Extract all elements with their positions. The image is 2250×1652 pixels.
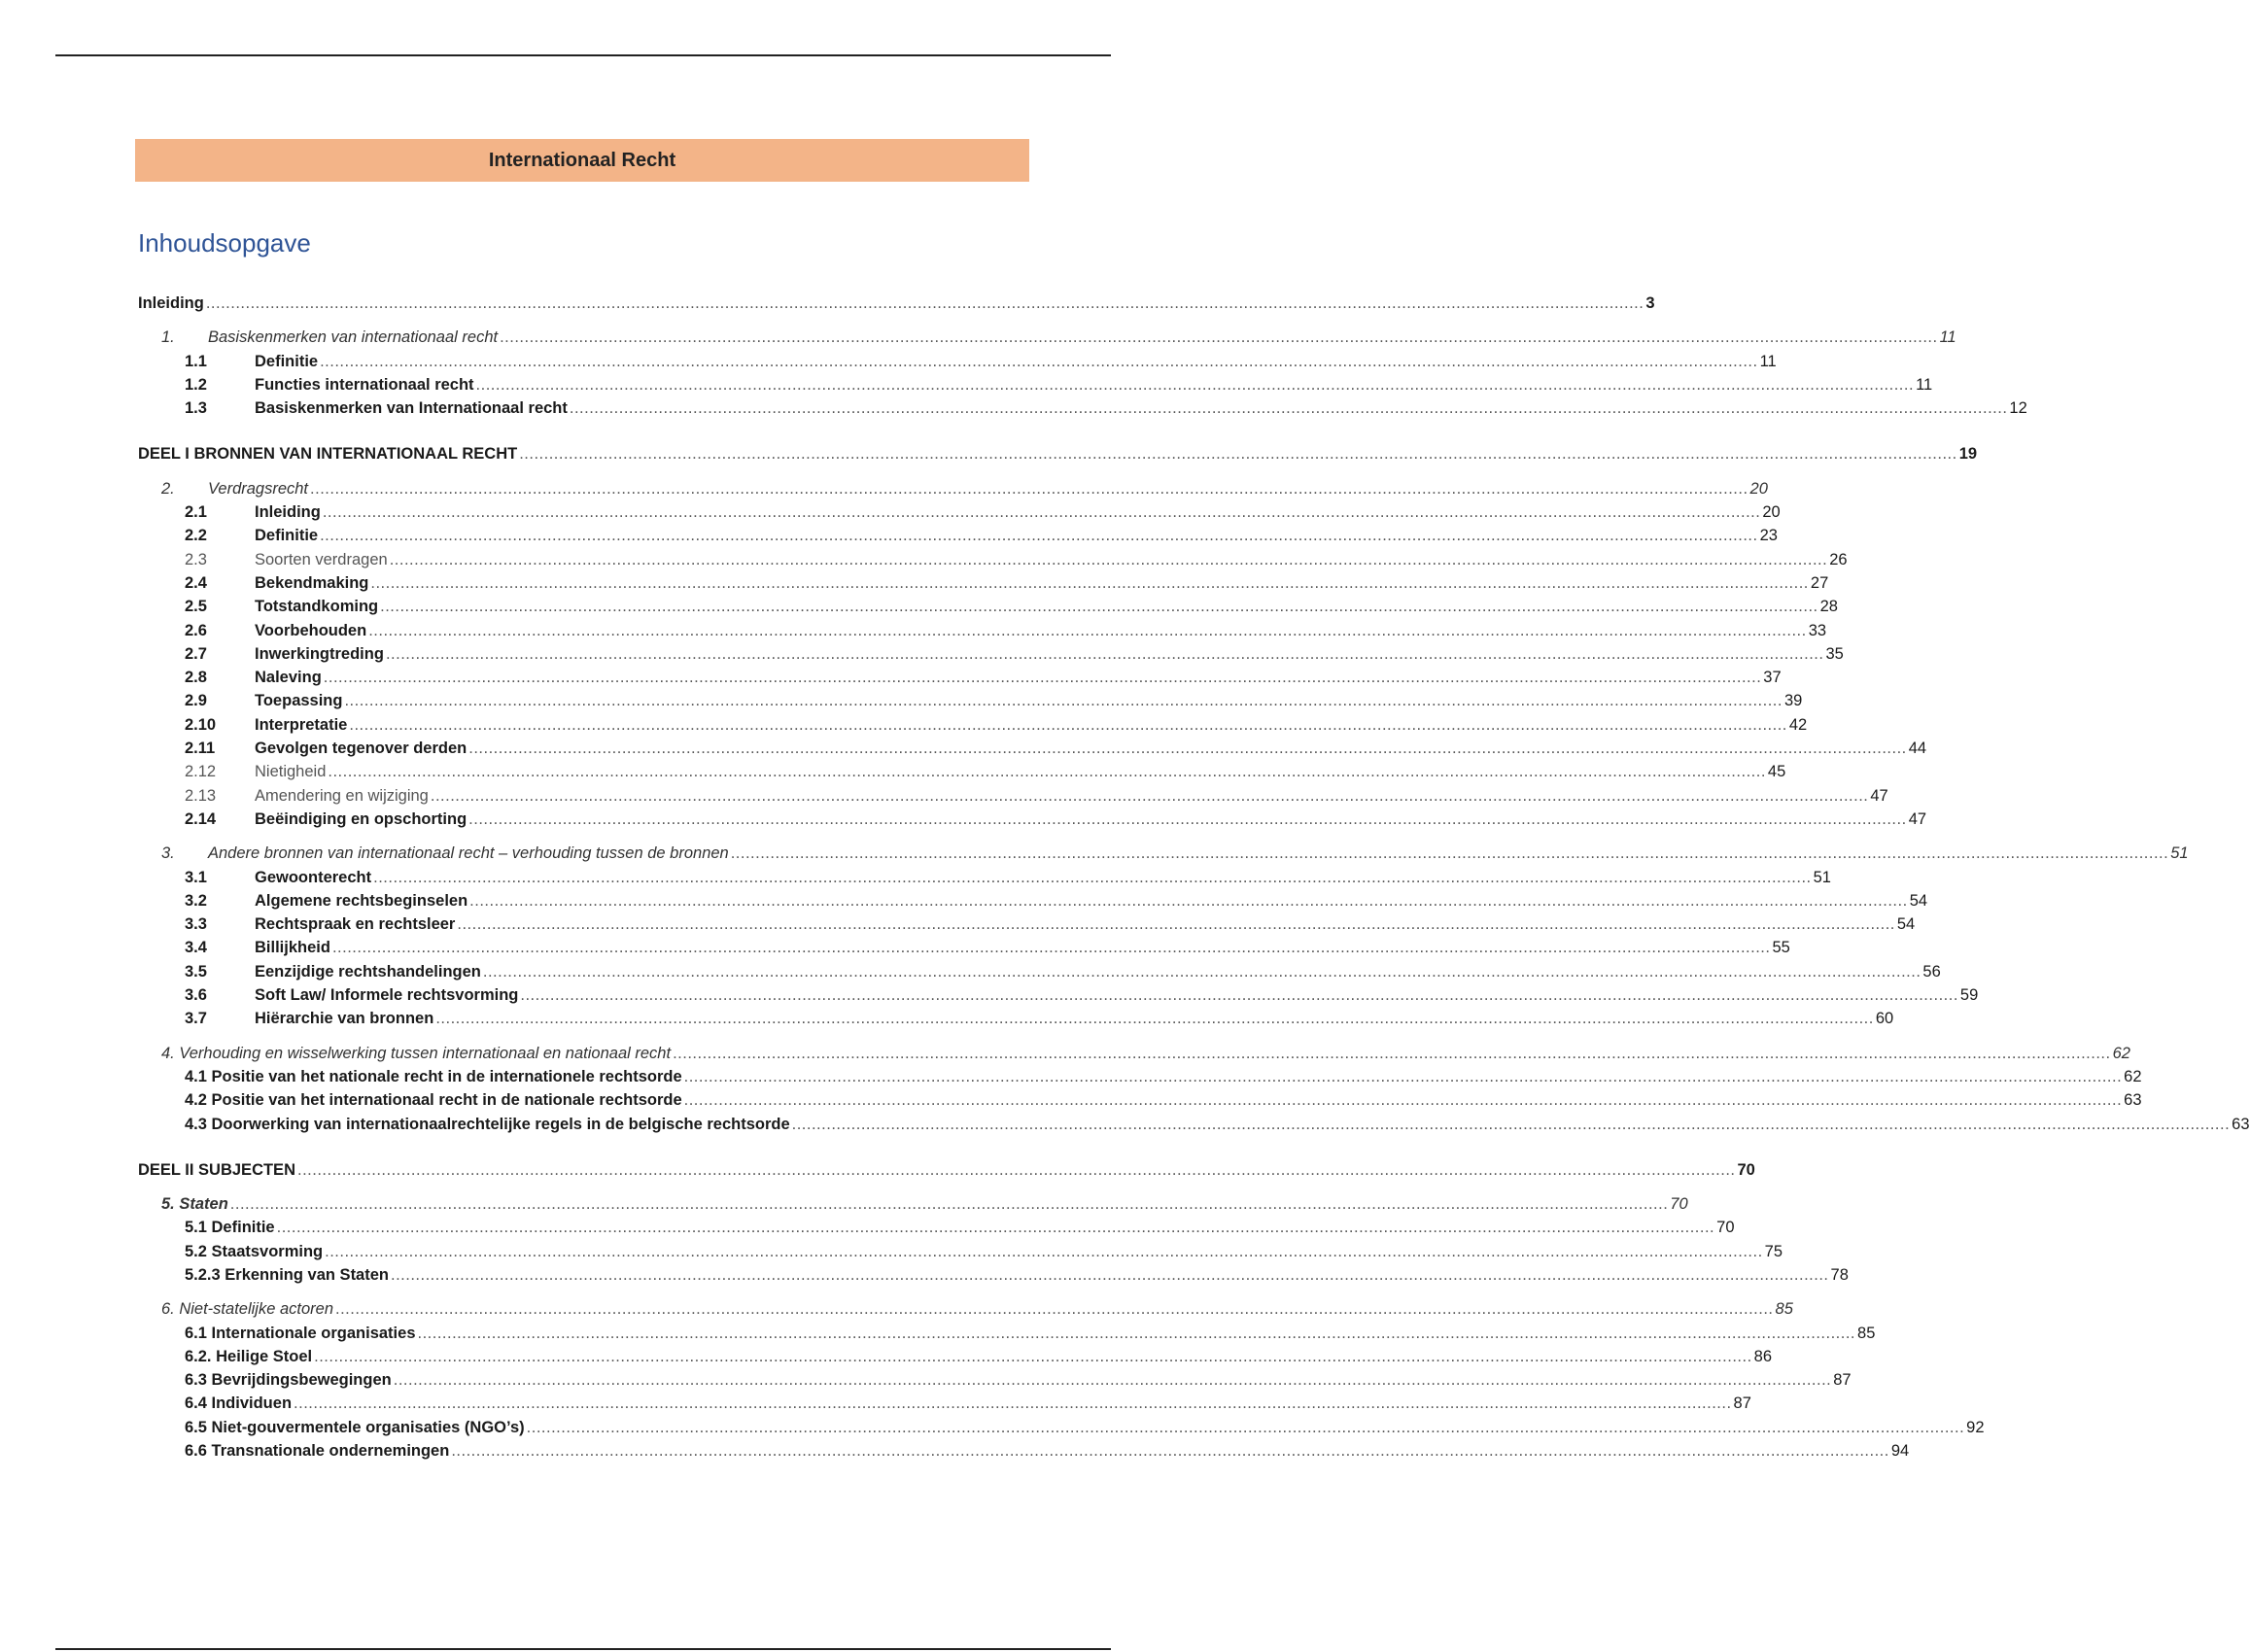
toc-entry[interactable] — [138, 396, 2027, 420]
toc-entry-label: 6.4 Individuen — [185, 1394, 293, 1413]
toc-entry[interactable] — [138, 808, 1927, 831]
toc-entry-number: 3.4 — [185, 939, 207, 957]
toc-entry-label: 6.6 Transnationale ondernemingen — [185, 1442, 450, 1461]
toc-entry-page: 54 — [1909, 891, 1928, 910]
toc-dot-leader — [277, 1216, 1715, 1239]
toc-entry-number: 1.3 — [185, 399, 207, 418]
toc-dot-leader — [390, 548, 1828, 571]
toc-entry-page: 87 — [1833, 1371, 1852, 1390]
toc-entry[interactable] — [138, 524, 1778, 547]
toc-entry-label: Basiskenmerken van internationaal recht — [208, 328, 499, 347]
toc-entry-number: 2.7 — [185, 644, 207, 663]
toc-dot-leader — [418, 1322, 1856, 1345]
toc-entry-label: Gewoonterecht — [255, 868, 372, 886]
toc-dot-leader — [335, 1297, 1774, 1321]
toc-entry-label: DEEL II SUBJECTEN — [138, 1160, 295, 1179]
toc-entry-label: Interpretatie — [255, 715, 348, 734]
toc-entry-label: 4.1 Positie van het nationale recht in de internationele rechtsorde — [185, 1067, 682, 1085]
toc-entry-page: 20 — [1749, 479, 1768, 498]
toc-entry[interactable] — [138, 1158, 1755, 1182]
toc-entry-page: 62 — [2124, 1067, 2142, 1085]
toc-entry-number: 2.10 — [185, 715, 217, 734]
toc-entry[interactable] — [138, 1216, 1735, 1239]
toc-dot-leader — [684, 1065, 2123, 1088]
toc-entry-page: 55 — [1772, 939, 1790, 957]
toc-entry-page: 35 — [1825, 644, 1844, 663]
toc-dot-leader — [394, 1368, 1832, 1392]
toc-entry-label: 4. Verhouding en wisselwerking tussen internationaal en nationaal recht — [161, 1044, 672, 1062]
toc-entry-label: 6. Niet-statelijke actoren — [161, 1300, 333, 1319]
toc-dot-leader — [230, 1192, 1669, 1216]
toc-entry[interactable] — [138, 1392, 1751, 1415]
toc-dot-leader — [519, 442, 1957, 465]
toc-entry-page: 11 — [1759, 352, 1777, 370]
toc-entry-page: 37 — [1763, 669, 1782, 687]
toc-entry-label: Functies internationaal recht — [255, 375, 474, 394]
toc-entry-label: Bekendmaking — [255, 573, 369, 592]
toc-entry-number: 2.2 — [185, 527, 207, 545]
toc-entry-label: 5. Staten — [161, 1195, 228, 1214]
toc-dot-leader — [431, 784, 1869, 808]
toc-entry-page: 75 — [1764, 1242, 1783, 1260]
toc-entry-label: 5.2.3 Erkenning van Staten — [185, 1265, 389, 1284]
toc-dot-leader — [373, 866, 1812, 889]
toc-dot-leader — [386, 642, 1824, 666]
toc-entry[interactable] — [138, 1368, 1852, 1392]
toc-entry-page: 92 — [1966, 1418, 1985, 1436]
toc-entry-page: 3 — [1645, 294, 1655, 312]
toc-dot-leader — [320, 350, 1758, 373]
toc-dot-leader — [328, 760, 1766, 783]
toc-entry-number: 2.5 — [185, 598, 207, 616]
toc-entry[interactable] — [138, 1240, 1783, 1263]
toc-dot-leader — [457, 912, 1895, 936]
toc-dot-leader — [325, 1240, 1763, 1263]
toc-entry-label: 6.5 Niet-gouvermentele organisaties (NGO’s) — [185, 1418, 525, 1436]
toc-entry[interactable] — [138, 689, 1803, 712]
toc-entry-label: Inwerkingtreding — [255, 644, 384, 663]
toc-entry-page: 23 — [1759, 527, 1778, 545]
toc-entry-label: Soft Law/ Informele rechtsvorming — [255, 986, 519, 1005]
toc-entry-number: 2.8 — [185, 669, 207, 687]
toc-entry[interactable] — [138, 666, 1782, 689]
toc-entry-label: Billijkheid — [255, 939, 330, 957]
toc-entry-label: 6.1 Internationale organisaties — [185, 1324, 416, 1342]
toc-dot-leader — [570, 396, 2008, 420]
toc-entry-label: Andere bronnen van internationaal recht – verhouding tussen de bronnen — [208, 844, 729, 863]
footer-rule — [55, 1648, 1111, 1650]
toc-dot-leader — [368, 619, 1807, 642]
toc-entry[interactable] — [138, 760, 1786, 783]
toc-dot-leader — [332, 936, 1771, 959]
toc-entry-page: 44 — [1908, 740, 1927, 758]
toc-dot-leader — [527, 1416, 1965, 1439]
toc-dot-leader — [349, 713, 1787, 737]
toc-entry[interactable] — [138, 784, 1888, 808]
toc-entry-number: 2.1 — [185, 503, 207, 522]
toc-entry-label: Nietigheid — [255, 763, 327, 781]
toc-entry[interactable] — [138, 548, 1848, 571]
toc-dot-leader — [380, 595, 1818, 618]
toc-entry[interactable] — [138, 292, 1655, 315]
toc-entry-label: 5.2 Staatsvorming — [185, 1242, 324, 1260]
toc-entry[interactable] — [138, 1042, 2130, 1065]
toc-dot-leader — [297, 1158, 1736, 1182]
toc-entry-number: 2.4 — [185, 573, 207, 592]
toc-entry[interactable] — [138, 983, 1979, 1007]
toc-entry-page: 45 — [1767, 763, 1786, 781]
toc-dot-leader — [468, 808, 1907, 831]
toc-entry-label: 4.2 Positie van het internationaal recht in de nationale rechtsorde — [185, 1091, 682, 1110]
toc-entry-label: Amendering en wijziging — [255, 786, 429, 805]
toc-entry[interactable] — [138, 912, 1916, 936]
toc-entry-label: DEEL I BRONNEN VAN INTERNATIONAAL RECHT — [138, 445, 518, 464]
toc-entry[interactable] — [138, 477, 1768, 500]
toc-entry-number: 1. — [161, 328, 175, 347]
toc-entry-label: Beëindiging en opschorting — [255, 809, 467, 828]
toc-entry-number: 2.6 — [185, 621, 207, 639]
toc-entry-page: 42 — [1788, 715, 1808, 734]
toc-entry[interactable] — [138, 889, 1928, 912]
toc-dot-leader — [294, 1392, 1732, 1415]
toc-entry-page: 51 — [1813, 868, 1831, 886]
toc-entry-label: 5.1 Definitie — [185, 1219, 275, 1237]
toc-entry-page: 54 — [1896, 915, 1916, 934]
toc-entry-page: 12 — [2009, 399, 2027, 418]
toc-entry-label: 6.2. Heilige Stoel — [185, 1347, 313, 1365]
toc-dot-leader — [792, 1113, 2231, 1136]
toc-entry-label: Toepassing — [255, 692, 343, 710]
toc-dot-leader — [684, 1088, 2123, 1112]
toc-entry[interactable] — [138, 326, 1956, 349]
toc-entry-label: Definitie — [255, 352, 319, 370]
toc-dot-leader — [483, 960, 1921, 983]
toc-entry-number: 1.2 — [185, 375, 207, 394]
toc-dot-leader — [314, 1345, 1752, 1368]
toc-entry-page: 70 — [1670, 1195, 1688, 1214]
toc-entry-page: 59 — [1959, 986, 1979, 1005]
toc-entry-label: Soorten verdragen — [255, 550, 388, 568]
toc-entry-page: 60 — [1875, 1010, 1894, 1028]
toc-entry-number: 1.1 — [185, 352, 207, 370]
header-rule — [55, 54, 1111, 56]
toc-entry-number: 3.3 — [185, 915, 207, 934]
toc-entry[interactable] — [138, 619, 1827, 642]
toc-entry-label: 4.3 Doorwerking van internationaalrechtelijke regels in de belgische rechtsorde — [185, 1115, 790, 1133]
toc-entry-number: 3.6 — [185, 986, 207, 1005]
toc-entry-label: Verdragsrecht — [208, 479, 309, 498]
toc-entry-number: 2.9 — [185, 692, 207, 710]
toc-entry-page: 87 — [1733, 1394, 1751, 1413]
toc-entry-page: 63 — [2232, 1115, 2250, 1133]
toc-entry[interactable] — [138, 842, 2189, 865]
toc-entry[interactable] — [138, 642, 1844, 666]
toc-entry-number: 2.3 — [185, 550, 207, 568]
toc-entry-page: 70 — [1716, 1219, 1735, 1237]
toc-entry[interactable] — [138, 350, 1777, 373]
toc-entry-number: 2.12 — [185, 763, 217, 781]
toc-entry[interactable] — [138, 1322, 1876, 1345]
toc-entry-label: Gevolgen tegenover derden — [255, 740, 467, 758]
toc-dot-leader — [520, 983, 1958, 1007]
toc-dot-leader — [206, 292, 1644, 315]
toc-entry-number: 3.5 — [185, 962, 207, 981]
toc-entry-number: 3.1 — [185, 868, 207, 886]
document-title: Internationaal Recht — [488, 149, 676, 171]
toc-entry[interactable] — [138, 1297, 1793, 1321]
toc-dot-leader — [344, 689, 1783, 712]
toc-dot-leader — [320, 524, 1758, 547]
toc-dot-leader — [391, 1263, 1829, 1287]
toc-entry[interactable] — [138, 737, 1927, 760]
toc-dot-leader — [500, 326, 1938, 349]
toc-dot-leader — [323, 500, 1761, 524]
toc-entry[interactable] — [138, 936, 1790, 959]
toc-entry-label: Totstandkoming — [255, 598, 379, 616]
toc-entry-page: 56 — [1922, 962, 1941, 981]
toc-entry-page: 47 — [1870, 786, 1888, 805]
toc-entry-label: Basiskenmerken van Internationaal recht — [255, 399, 568, 418]
toc-dot-leader — [673, 1042, 2111, 1065]
toc-entry[interactable] — [138, 960, 1941, 983]
toc-dot-leader — [468, 737, 1907, 760]
toc-entry-number: 3.7 — [185, 1010, 207, 1028]
toc-entry[interactable] — [138, 1192, 1688, 1216]
toc-entry-label: Voorbehouden — [255, 621, 367, 639]
toc-entry-page: 63 — [2124, 1091, 2142, 1110]
toc-entry-page: 85 — [1857, 1324, 1876, 1342]
toc-entry[interactable] — [138, 1416, 1985, 1439]
toc-entry-page: 94 — [1890, 1442, 1910, 1461]
toc-entry-label: Eenzijdige rechtshandelingen — [255, 962, 481, 981]
toc-dot-leader — [731, 842, 2169, 865]
toc-entry-page: 47 — [1908, 809, 1927, 828]
toc-dot-leader — [469, 889, 1908, 912]
toc-entry-page: 26 — [1829, 550, 1848, 568]
toc-entry-page: 33 — [1808, 621, 1827, 639]
toc-entry-number: 2.13 — [185, 786, 217, 805]
toc-entry[interactable] — [138, 442, 1978, 465]
toc-dot-leader — [451, 1439, 1889, 1463]
toc-entry[interactable] — [138, 713, 1808, 737]
toc-entry-label: Naleving — [255, 669, 322, 687]
toc-dot-leader — [370, 571, 1809, 595]
toc-entry[interactable] — [138, 1345, 1773, 1368]
toc-entry-label: Inleiding — [255, 503, 321, 522]
toc-entry[interactable] — [138, 1113, 2250, 1136]
toc-entry-number: 3.2 — [185, 891, 207, 910]
toc-entry[interactable] — [138, 1088, 2142, 1112]
toc-dot-leader — [476, 373, 1915, 396]
toc-entry-page: 20 — [1762, 503, 1781, 522]
toc-entry-page: 62 — [2112, 1044, 2130, 1062]
toc-entry-page: 27 — [1810, 573, 1829, 592]
toc-entry[interactable] — [138, 595, 1838, 618]
toc-entry-page: 78 — [1830, 1265, 1849, 1284]
toc-entry-page: 11 — [1939, 328, 1956, 347]
toc-entry-page: 70 — [1737, 1160, 1755, 1179]
toc-entry-page: 39 — [1783, 692, 1803, 710]
toc-entry-page: 19 — [1958, 445, 1978, 464]
toc-entry-label: 6.3 Bevrijdingsbewegingen — [185, 1371, 392, 1390]
toc-entry[interactable] — [138, 866, 1831, 889]
toc-entry[interactable] — [138, 1065, 2142, 1088]
toc-entry-label: Rechtspraak en rechtsleer — [255, 915, 456, 934]
toc-entry[interactable] — [138, 571, 1829, 595]
toc-entry-page: 86 — [1753, 1347, 1773, 1365]
toc-entry-label: Algemene rechtsbeginselen — [255, 891, 468, 910]
document-title-banner — [135, 139, 1029, 182]
table-of-contents — [138, 292, 2250, 1463]
toc-entry[interactable] — [138, 1007, 1894, 1030]
toc-entry-number: 2.11 — [185, 740, 216, 758]
toc-dot-leader — [310, 477, 1748, 500]
toc-heading: Inhoudsopgave — [138, 228, 311, 258]
toc-entry-number: 2.14 — [185, 809, 217, 828]
toc-entry[interactable] — [138, 1439, 1910, 1463]
toc-entry[interactable] — [138, 373, 1933, 396]
toc-entry[interactable] — [138, 500, 1781, 524]
toc-entry-page: 85 — [1775, 1300, 1793, 1319]
toc-entry-label: Definitie — [255, 527, 319, 545]
toc-entry-number: 2. — [161, 479, 175, 498]
toc-entry-number: 3. — [161, 844, 175, 863]
toc-entry-page: 11 — [1916, 375, 1933, 394]
toc-entry-label: Inleiding — [138, 294, 204, 312]
toc-entry[interactable] — [138, 1263, 1849, 1287]
toc-entry-page: 28 — [1819, 598, 1838, 616]
toc-entry-page: 51 — [2170, 844, 2189, 863]
toc-entry-label: Hiërarchie van bronnen — [255, 1010, 434, 1028]
toc-dot-leader — [435, 1007, 1874, 1030]
toc-dot-leader — [324, 666, 1762, 689]
